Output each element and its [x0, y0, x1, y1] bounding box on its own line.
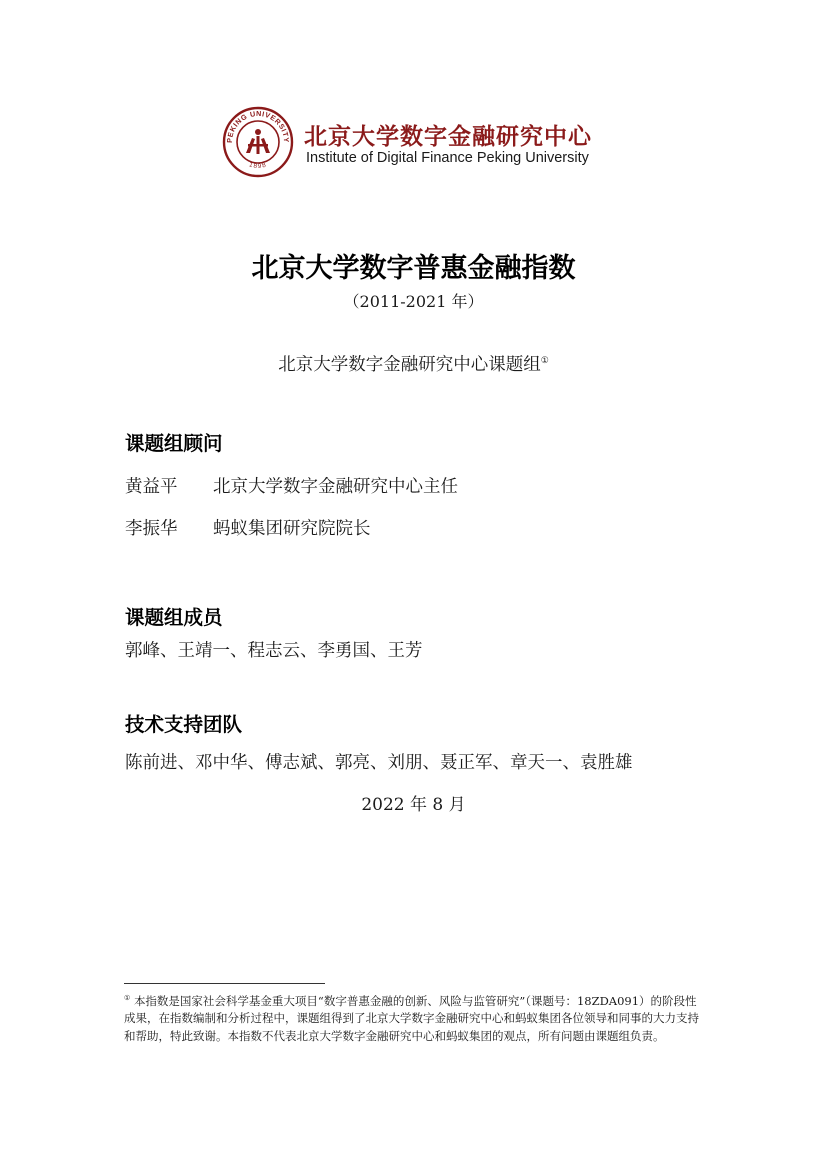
advisors-heading: 课题组顾问 — [125, 432, 223, 455]
organization-name: 北京大学数字金融研究中心课题组 — [278, 355, 541, 375]
advisor-name: 黄益平 — [125, 477, 178, 497]
tech-team-list: 陈前进、邓中华、傅志斌、郭亮、刘朋、聂正军、章天一、袁胜雄 — [125, 753, 633, 773]
institute-name-en: Institute of Digital Finance Peking University — [306, 150, 589, 166]
footnote — [124, 990, 702, 1045]
seal-text-top: PEKING UNIVERSITY — [224, 108, 292, 144]
footnote-divider — [124, 983, 325, 984]
tech-team-heading: 技术支持团队 — [125, 713, 243, 736]
footnote-reference[interactable]: ① — [540, 356, 549, 367]
organization-line — [0, 351, 827, 376]
document-title: 北京大学数字普惠金融指数 — [251, 253, 576, 284]
seal-year: 1898 — [247, 161, 269, 171]
members-heading: 课题组成员 — [125, 606, 223, 629]
document-subtitle: （2011-2021 年） — [343, 292, 484, 311]
institute-logo — [222, 106, 612, 178]
institute-name-cn: 北京大学数字金融研究中心 — [304, 124, 592, 150]
footnote-text: 本指数是国家社会科学基金重大项目“数字普惠金融的创新、风险与监管研究”（课题号：18ZDA091）的阶段性成果，在指数编制和分析过程中，课题组得到了北京大学数字金融研究中心和蚂蚁集团各位领导和同事的大力支持和帮助，特此致谢。本指数不代表北京大学数字金融研究中心和蚂蚁集团的观点，所有问题由课题组负责。 — [124, 993, 699, 1043]
advisor-role: 北京大学数字金融研究中心主任 — [213, 477, 458, 497]
footnote-mark: ① — [124, 994, 131, 1002]
members-list: 郭峰、王靖一、程志云、李勇国、王芳 — [125, 641, 423, 661]
publication-date: 2022 年 8 月 — [361, 795, 466, 815]
advisor-row — [125, 515, 371, 540]
advisor-name: 李振华 — [125, 519, 178, 539]
advisor-role: 蚂蚁集团研究院院长 — [213, 519, 371, 539]
advisor-row — [125, 473, 458, 498]
peking-university-seal-icon — [222, 106, 294, 178]
